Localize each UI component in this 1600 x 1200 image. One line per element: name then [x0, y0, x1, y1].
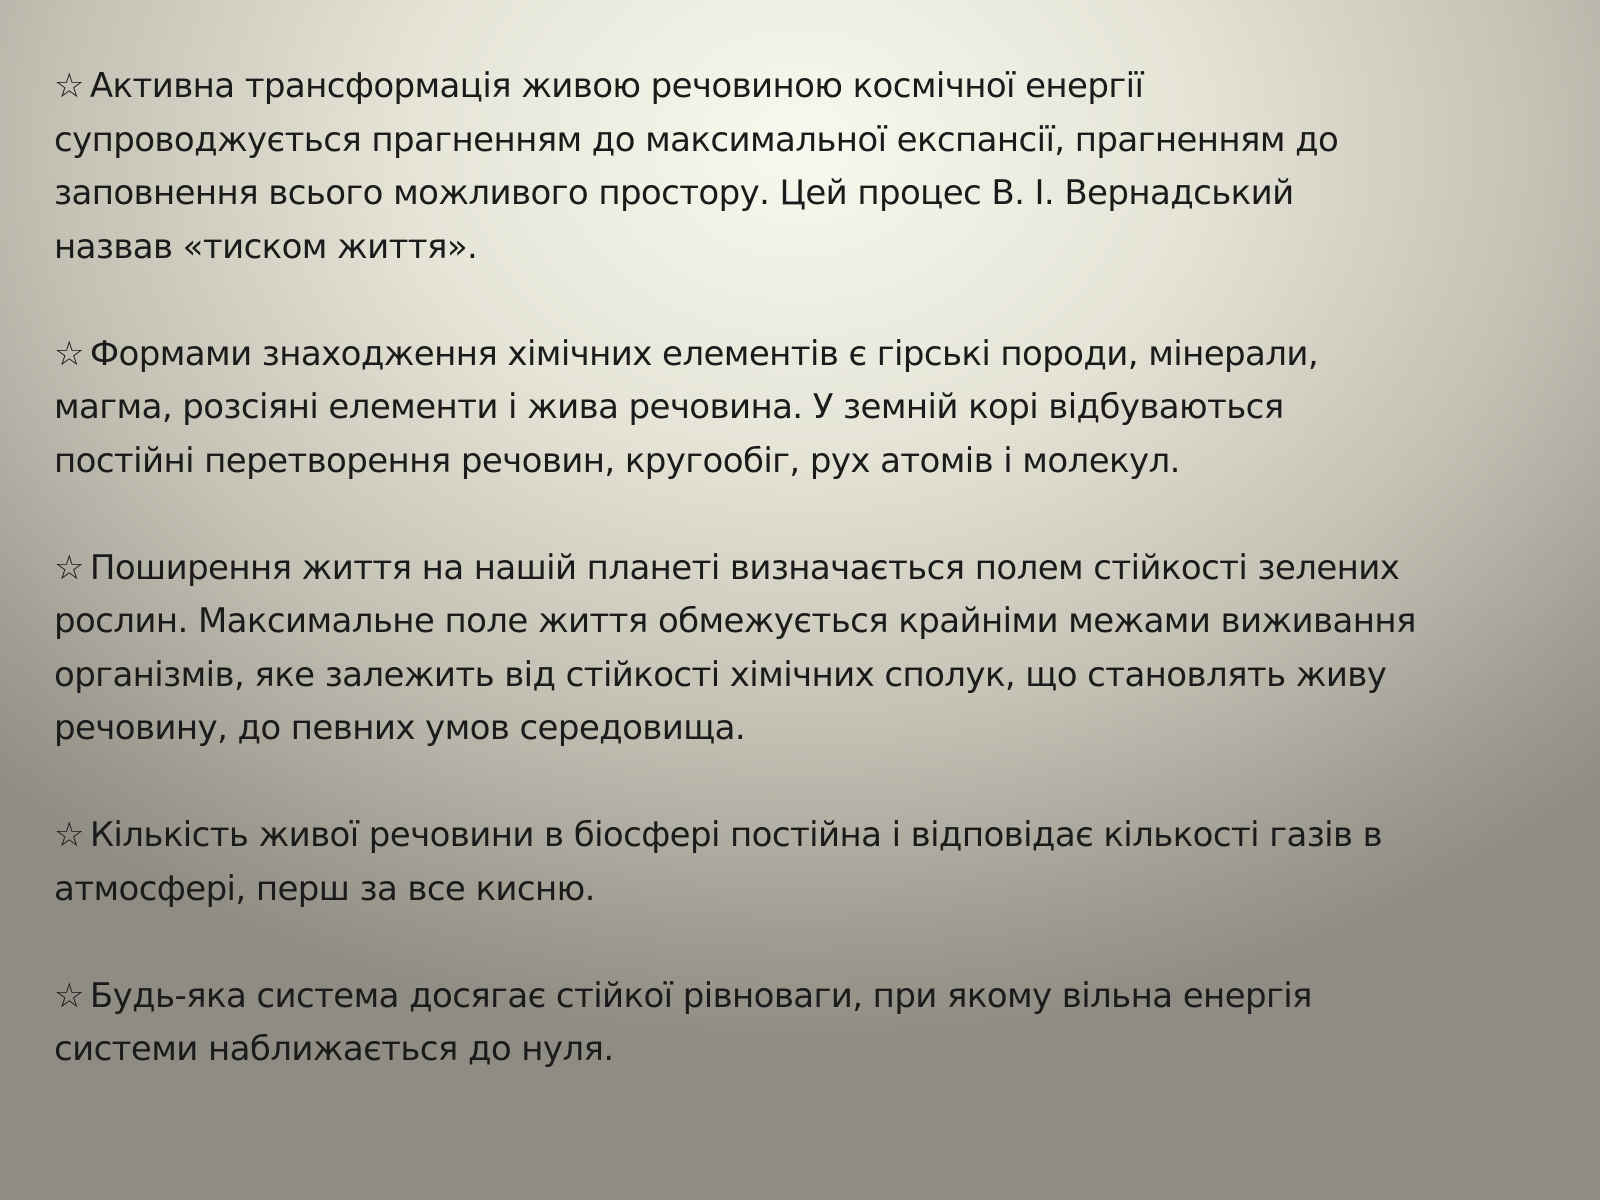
paragraph-text: Формами знаходження хімічних елементів є гірські породи, мінерали, магма, розсіяні елементи і жива речовина. У земній корі відбуваються постійні перетворення речовин, кругообіг, рух атомів і молекул. [54, 333, 1319, 481]
paragraph-5 [54, 970, 1564, 1077]
paragraph-text: Будь-яка система досягає стійкої рівноваги, при якому вільна енергія системи наближається до нуля. [54, 975, 1312, 1069]
star-outline-icon: ☆ [54, 975, 84, 1016]
paragraph-2 [54, 328, 1564, 489]
paragraph-text: Кількість живої речовини в біосфері постійна і відповідає кількості газів в атмосфері, перш за все кисню. [54, 815, 1383, 909]
paragraph-4 [54, 809, 1564, 916]
paragraph-1 [54, 60, 1564, 274]
paragraph-text: Активна трансформація живою речовиною космічної енергії супроводжується прагненням до максимальної експансії, прагненням до заповнення всього можливого простору. Цей процес В. І. Вернадський назвав «тиском життя». [54, 66, 1339, 267]
star-outline-icon: ☆ [54, 333, 84, 374]
slide-body [54, 60, 1564, 1077]
star-outline-icon: ☆ [54, 547, 84, 588]
paragraph-3 [54, 542, 1564, 756]
paragraph-text: Поширення життя на нашій планеті визначається полем стійкості зелених рослин. Максимальне поле життя обмежується крайніми межами виживання організмів, яке залежить від стійкості хімічних сполук, що становлять живу речовину, до певних умов середовища. [54, 547, 1416, 748]
star-outline-icon: ☆ [54, 66, 84, 106]
star-outline-icon: ☆ [54, 815, 84, 855]
